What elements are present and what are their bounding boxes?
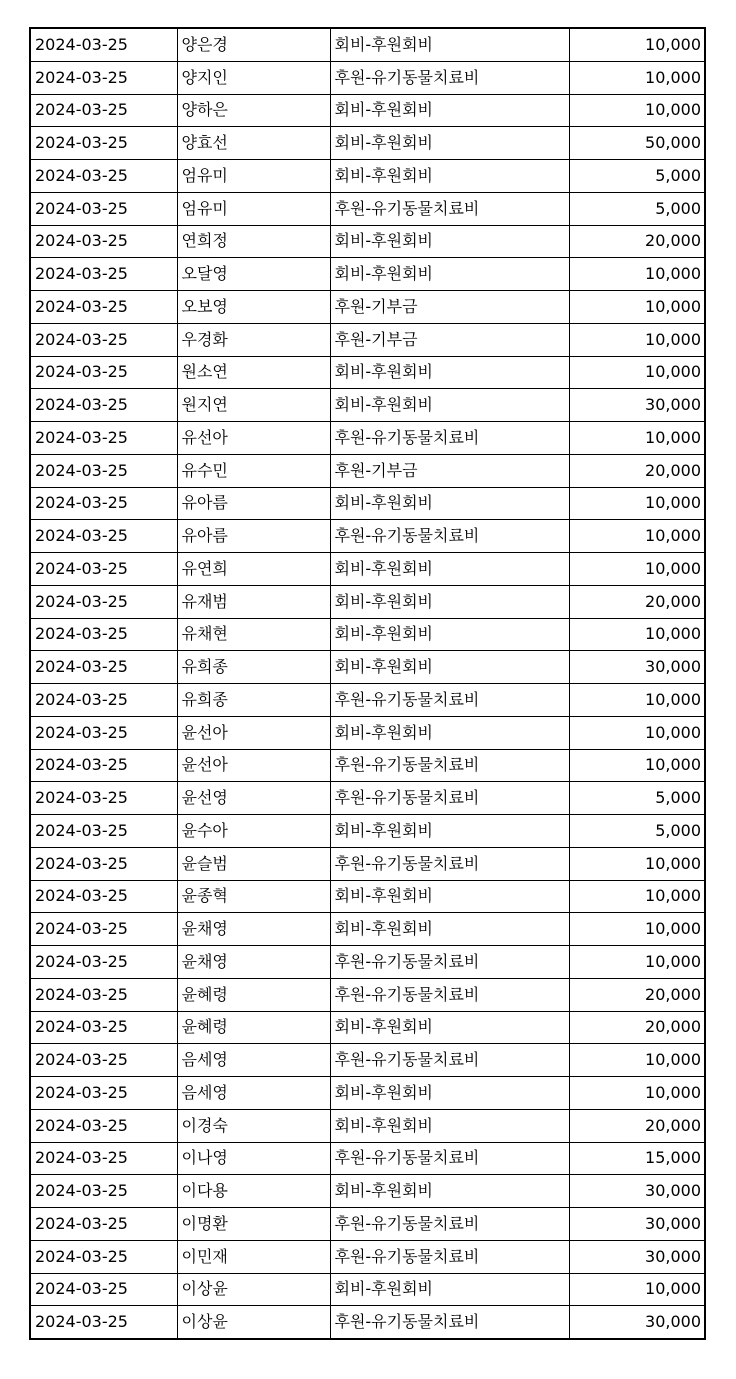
name-cell: 이경숙 [177,1109,330,1142]
category-cell: 회비-후원회비 [330,1273,569,1306]
amount-cell: 10,000 [569,61,704,94]
table-row [31,389,704,422]
amount-cell: 10,000 [569,29,704,61]
table-row [31,880,704,913]
amount-cell: 10,000 [569,716,704,749]
donation-ledger-sheet [29,27,706,1340]
table-row [31,94,704,127]
amount-cell: 5,000 [569,192,704,225]
date-cell: 2024-03-25 [31,1109,177,1142]
table-row [31,1142,704,1175]
amount-cell: 10,000 [569,946,704,979]
category-cell: 회비-후원회비 [330,94,569,127]
category-cell: 후원-유기동물치료비 [330,61,569,94]
date-cell: 2024-03-25 [31,29,177,61]
amount-cell: 20,000 [569,978,704,1011]
amount-cell: 10,000 [569,880,704,913]
table-row [31,225,704,258]
name-cell: 유희종 [177,651,330,684]
date-cell: 2024-03-25 [31,422,177,455]
name-cell: 윤종혁 [177,880,330,913]
amount-cell: 20,000 [569,585,704,618]
name-cell: 우경화 [177,323,330,356]
category-cell: 후원-유기동물치료비 [330,782,569,815]
table-row [31,61,704,94]
date-cell: 2024-03-25 [31,1306,177,1338]
table-row [31,749,704,782]
table-row [31,913,704,946]
date-cell: 2024-03-25 [31,815,177,848]
name-cell: 이다용 [177,1175,330,1208]
category-cell: 회비-후원회비 [330,880,569,913]
date-cell: 2024-03-25 [31,225,177,258]
date-cell: 2024-03-25 [31,1175,177,1208]
name-cell: 윤선영 [177,782,330,815]
amount-cell: 30,000 [569,389,704,422]
category-cell: 후원-유기동물치료비 [330,1142,569,1175]
date-cell: 2024-03-25 [31,356,177,389]
name-cell: 이상윤 [177,1273,330,1306]
table-row [31,1109,704,1142]
name-cell: 이나영 [177,1142,330,1175]
amount-cell: 10,000 [569,913,704,946]
name-cell: 윤수아 [177,815,330,848]
date-cell: 2024-03-25 [31,323,177,356]
category-cell: 후원-유기동물치료비 [330,1240,569,1273]
table-row [31,847,704,880]
amount-cell: 10,000 [569,684,704,717]
amount-cell: 10,000 [569,618,704,651]
amount-cell: 10,000 [569,847,704,880]
category-cell: 회비-후원회비 [330,1077,569,1110]
name-cell: 유연희 [177,553,330,586]
name-cell: 엄유미 [177,192,330,225]
category-cell: 회비-후원회비 [330,487,569,520]
name-cell: 오달영 [177,258,330,291]
category-cell: 후원-유기동물치료비 [330,192,569,225]
date-cell: 2024-03-25 [31,1044,177,1077]
name-cell: 원지연 [177,389,330,422]
name-cell: 원소연 [177,356,330,389]
category-cell: 회비-후원회비 [330,389,569,422]
table-row [31,258,704,291]
name-cell: 양하은 [177,94,330,127]
name-cell: 음세영 [177,1044,330,1077]
amount-cell: 10,000 [569,487,704,520]
amount-cell: 20,000 [569,1109,704,1142]
category-cell: 회비-후원회비 [330,1109,569,1142]
table-row [31,651,704,684]
name-cell: 유채현 [177,618,330,651]
category-cell: 후원-기부금 [330,291,569,324]
date-cell: 2024-03-25 [31,127,177,160]
table-row [31,684,704,717]
table-row [31,1273,704,1306]
table-row [31,978,704,1011]
date-cell: 2024-03-25 [31,520,177,553]
date-cell: 2024-03-25 [31,978,177,1011]
amount-cell: 10,000 [569,1077,704,1110]
name-cell: 윤선아 [177,749,330,782]
category-cell: 회비-후원회비 [330,127,569,160]
name-cell: 음세영 [177,1077,330,1110]
date-cell: 2024-03-25 [31,651,177,684]
name-cell: 윤혜령 [177,1011,330,1044]
date-cell: 2024-03-25 [31,487,177,520]
category-cell: 후원-유기동물치료비 [330,1044,569,1077]
category-cell: 후원-유기동물치료비 [330,847,569,880]
amount-cell: 5,000 [569,782,704,815]
name-cell: 유희종 [177,684,330,717]
date-cell: 2024-03-25 [31,389,177,422]
name-cell: 엄유미 [177,160,330,193]
date-cell: 2024-03-25 [31,716,177,749]
table-row [31,946,704,979]
category-cell: 후원-유기동물치료비 [330,946,569,979]
amount-cell: 30,000 [569,1208,704,1241]
table-row [31,1011,704,1044]
table-row [31,160,704,193]
date-cell: 2024-03-25 [31,847,177,880]
name-cell: 유아름 [177,487,330,520]
table-row [31,1175,704,1208]
date-cell: 2024-03-25 [31,618,177,651]
category-cell: 회비-후원회비 [330,553,569,586]
amount-cell: 5,000 [569,815,704,848]
date-cell: 2024-03-25 [31,94,177,127]
date-cell: 2024-03-25 [31,291,177,324]
donation-ledger-table [31,29,704,1338]
name-cell: 이명환 [177,1208,330,1241]
amount-cell: 30,000 [569,651,704,684]
date-cell: 2024-03-25 [31,1208,177,1241]
category-cell: 후원-유기동물치료비 [330,520,569,553]
date-cell: 2024-03-25 [31,880,177,913]
date-cell: 2024-03-25 [31,1011,177,1044]
name-cell: 유재범 [177,585,330,618]
date-cell: 2024-03-25 [31,1240,177,1273]
table-row [31,422,704,455]
name-cell: 윤채영 [177,913,330,946]
name-cell: 이민재 [177,1240,330,1273]
category-cell: 후원-유기동물치료비 [330,684,569,717]
date-cell: 2024-03-25 [31,913,177,946]
category-cell: 회비-후원회비 [330,29,569,61]
name-cell: 유선아 [177,422,330,455]
table-row [31,520,704,553]
date-cell: 2024-03-25 [31,61,177,94]
table-row [31,291,704,324]
date-cell: 2024-03-25 [31,258,177,291]
name-cell: 오보영 [177,291,330,324]
date-cell: 2024-03-25 [31,1077,177,1110]
category-cell: 회비-후원회비 [330,815,569,848]
date-cell: 2024-03-25 [31,585,177,618]
amount-cell: 20,000 [569,225,704,258]
table-row [31,716,704,749]
amount-cell: 10,000 [569,422,704,455]
category-cell: 회비-후원회비 [330,913,569,946]
amount-cell: 20,000 [569,454,704,487]
date-cell: 2024-03-25 [31,454,177,487]
table-row [31,1077,704,1110]
category-cell: 회비-후원회비 [330,1175,569,1208]
name-cell: 윤선아 [177,716,330,749]
amount-cell: 10,000 [569,94,704,127]
amount-cell: 10,000 [569,1044,704,1077]
name-cell: 연희정 [177,225,330,258]
date-cell: 2024-03-25 [31,946,177,979]
table-row [31,127,704,160]
date-cell: 2024-03-25 [31,782,177,815]
category-cell: 회비-후원회비 [330,225,569,258]
category-cell: 회비-후원회비 [330,716,569,749]
date-cell: 2024-03-25 [31,1142,177,1175]
amount-cell: 10,000 [569,749,704,782]
table-row [31,553,704,586]
amount-cell: 20,000 [569,1011,704,1044]
category-cell: 회비-후원회비 [330,258,569,291]
category-cell: 후원-유기동물치료비 [330,749,569,782]
name-cell: 유수민 [177,454,330,487]
table-row [31,585,704,618]
name-cell: 양효선 [177,127,330,160]
amount-cell: 5,000 [569,160,704,193]
category-cell: 회비-후원회비 [330,585,569,618]
amount-cell: 30,000 [569,1240,704,1273]
category-cell: 회비-후원회비 [330,160,569,193]
amount-cell: 10,000 [569,258,704,291]
amount-cell: 10,000 [569,520,704,553]
amount-cell: 10,000 [569,323,704,356]
date-cell: 2024-03-25 [31,192,177,225]
table-row [31,323,704,356]
table-row [31,815,704,848]
name-cell: 윤채영 [177,946,330,979]
category-cell: 후원-유기동물치료비 [330,1306,569,1338]
category-cell: 후원-유기동물치료비 [330,422,569,455]
table-row [31,1240,704,1273]
category-cell: 회비-후원회비 [330,651,569,684]
amount-cell: 10,000 [569,291,704,324]
date-cell: 2024-03-25 [31,684,177,717]
name-cell: 양지인 [177,61,330,94]
date-cell: 2024-03-25 [31,1273,177,1306]
table-row [31,1044,704,1077]
category-cell: 회비-후원회비 [330,1011,569,1044]
category-cell: 회비-후원회비 [330,356,569,389]
date-cell: 2024-03-25 [31,749,177,782]
table-row [31,618,704,651]
name-cell: 유아름 [177,520,330,553]
amount-cell: 10,000 [569,553,704,586]
category-cell: 후원-기부금 [330,323,569,356]
table-row [31,782,704,815]
ledger-body [31,29,704,1338]
category-cell: 후원-유기동물치료비 [330,1208,569,1241]
table-row [31,454,704,487]
amount-cell: 30,000 [569,1306,704,1338]
table-row [31,29,704,61]
name-cell: 윤혜령 [177,978,330,1011]
category-cell: 후원-유기동물치료비 [330,978,569,1011]
amount-cell: 30,000 [569,1175,704,1208]
amount-cell: 15,000 [569,1142,704,1175]
table-row [31,356,704,389]
category-cell: 후원-기부금 [330,454,569,487]
table-row [31,1208,704,1241]
table-row [31,487,704,520]
name-cell: 윤슬범 [177,847,330,880]
amount-cell: 10,000 [569,1273,704,1306]
name-cell: 양은경 [177,29,330,61]
name-cell: 이상윤 [177,1306,330,1338]
amount-cell: 50,000 [569,127,704,160]
date-cell: 2024-03-25 [31,160,177,193]
table-row [31,1306,704,1338]
amount-cell: 10,000 [569,356,704,389]
category-cell: 회비-후원회비 [330,618,569,651]
date-cell: 2024-03-25 [31,553,177,586]
table-row [31,192,704,225]
